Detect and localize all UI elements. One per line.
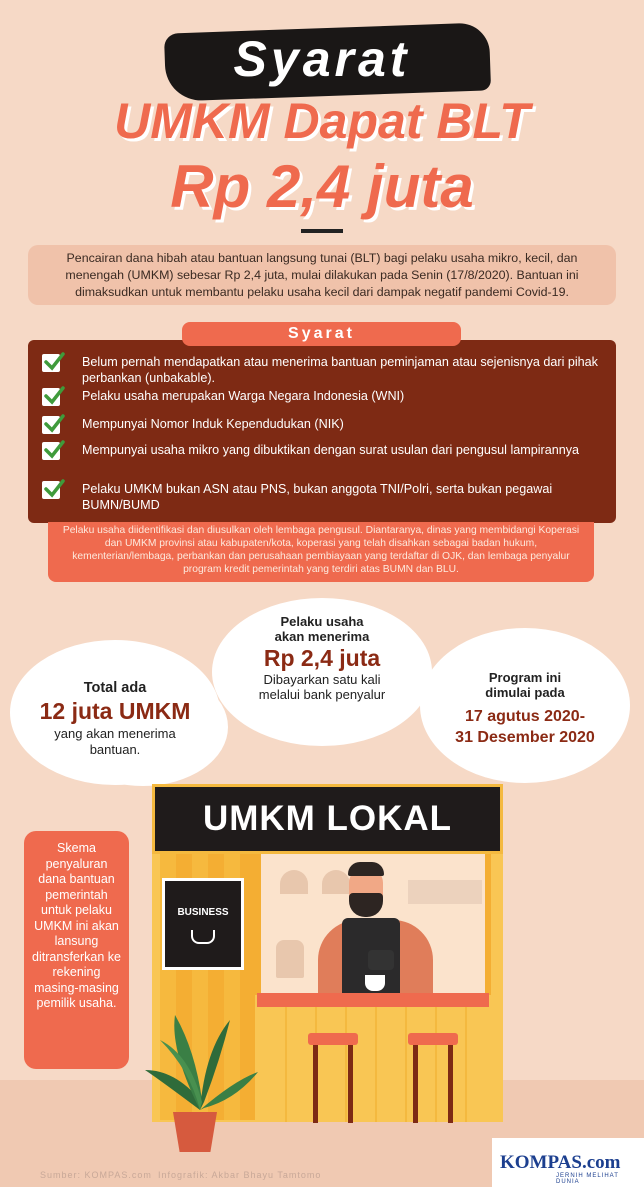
shop-pillar — [485, 850, 491, 995]
checkmark-icon — [42, 354, 60, 372]
plant-icon — [140, 1010, 260, 1120]
checkmark-icon — [42, 388, 60, 406]
total-umkm-block — [10, 680, 220, 758]
title-divider — [301, 229, 343, 233]
total-umkm-desc-1: yang akan menerima — [54, 726, 176, 741]
requirements-box — [28, 340, 616, 523]
requirement-text: Mempunyai Nomor Induk Kependudukan (NIK) — [82, 417, 344, 431]
amount-label-2: akan menerima — [274, 629, 370, 644]
amount-value: Rp 2,4 juta — [263, 645, 381, 671]
checkmark-icon — [42, 442, 60, 460]
business-board-label: BUSINESS — [177, 907, 229, 918]
kompas-logo — [492, 1138, 644, 1187]
cups-shelf — [408, 880, 482, 904]
checkmark-icon — [42, 481, 60, 499]
intro-text: Pencairan dana hibah atau bantuan langsung tunai (BLT) bagi pelaku usaha mikro, kecil, dan menengah (UMKM) sebesar Rp 2,4 juta, mulai dilakukan pada Senin (17/8/2020). Bantuan ini dimaksudkan untuk membantu pelaku usaha kecil dari dampak negatif pandemi Covid-19. — [65, 250, 579, 299]
stool-leg — [448, 1045, 453, 1123]
lamp-icon — [322, 870, 350, 894]
amount-desc-1: Dibayarkan satu kali — [263, 672, 381, 687]
checkmark-icon — [42, 416, 60, 434]
program-start-date: 17 agutus 2020- — [464, 708, 586, 725]
counter-front — [257, 1007, 489, 1122]
amount-block — [212, 614, 432, 702]
counter-top — [257, 993, 489, 1007]
stool-seat — [308, 1033, 358, 1045]
coffee-cup-icon — [191, 930, 215, 944]
stool-leg — [348, 1045, 353, 1123]
syarat-label: Syarat — [182, 322, 461, 346]
barista-hair — [348, 862, 384, 876]
milk-jug-icon — [368, 950, 394, 970]
shop-sign: UMKM LOKAL — [152, 784, 503, 854]
plant-pot — [173, 1112, 217, 1152]
total-umkm-label: Total ada — [83, 680, 147, 696]
stool-seat — [408, 1033, 458, 1045]
intro-box — [28, 245, 616, 305]
requirement-text: Pelaku usaha merupakan Warga Negara Indonesia (WNI) — [82, 389, 405, 403]
shop-pillar — [255, 850, 261, 995]
amount-desc-2: melalui bank penyalur — [258, 687, 386, 702]
skema-box: Skema penyaluran dana bantuan pemerintah untuk pelaku UMKM ini akan lansung ditransferkan ke rekening masing-masing pemilik usaha. — [24, 831, 129, 1069]
stool-leg — [313, 1045, 318, 1123]
coffee-cup-icon — [365, 975, 385, 991]
requirement-text: Mempunyai usaha mikro yang dibuktikan dengan surat usulan dari pengusul lampirannya — [82, 443, 580, 457]
title-umkm-dapat-blt: UMKM Dapat BLT — [114, 93, 530, 149]
lamp-icon — [280, 870, 308, 894]
total-umkm-desc-2: bantuan. — [89, 742, 141, 757]
program-label-2: dimulai pada — [485, 685, 565, 700]
kompas-tagline: JERNIH MELIHAT DUNIA — [556, 1173, 619, 1185]
stool-leg — [413, 1045, 418, 1123]
business-board — [162, 878, 244, 970]
program-period-block — [420, 670, 630, 748]
title-amount: Rp 2,4 juta — [170, 153, 474, 220]
title-syarat: Syarat — [233, 31, 411, 87]
program-label-1: Program ini — [488, 670, 562, 685]
total-umkm-value: 12 juta UMKM — [39, 698, 191, 724]
footer-credit: Infografik: Akbar Bhayu Tamtomo — [158, 1170, 322, 1180]
kompas-brand: KOMPAS.com — [500, 1152, 621, 1173]
coffee-pot-icon — [276, 940, 304, 978]
amount-label-1: Pelaku usaha — [280, 614, 364, 629]
footer-source: Sumber: KOMPAS.com — [40, 1170, 152, 1180]
requirements-note: Pelaku usaha diidentifikasi dan diusulkan oleh lembaga pengusul. Diantaranya, dinas yang membidangi Koperasi dan UMKM provinsi atau kabupaten/kota, koperasi yang telah disahkan sebagai badan hukum, kementerian/lembaga, perbankan dan perusahaan pembiayaan yang terdaftar di OJK, dan lembaga penyalur program kredit pemerintah yang terdiri atas BUMN dan BLU. — [48, 522, 594, 582]
requirement-text: Pelaku UMKM bukan ASN atau PNS, bukan anggota TNI/Polri, serta bukan pegawai BUMN/BUMD — [82, 482, 553, 512]
requirement-text: Belum pernah mendapatkan atau menerima bantuan peminjaman atau sejenisnya dari pihak perbankan (unbakable). — [82, 355, 598, 385]
program-end-date: 31 Desember 2020 — [455, 729, 595, 746]
